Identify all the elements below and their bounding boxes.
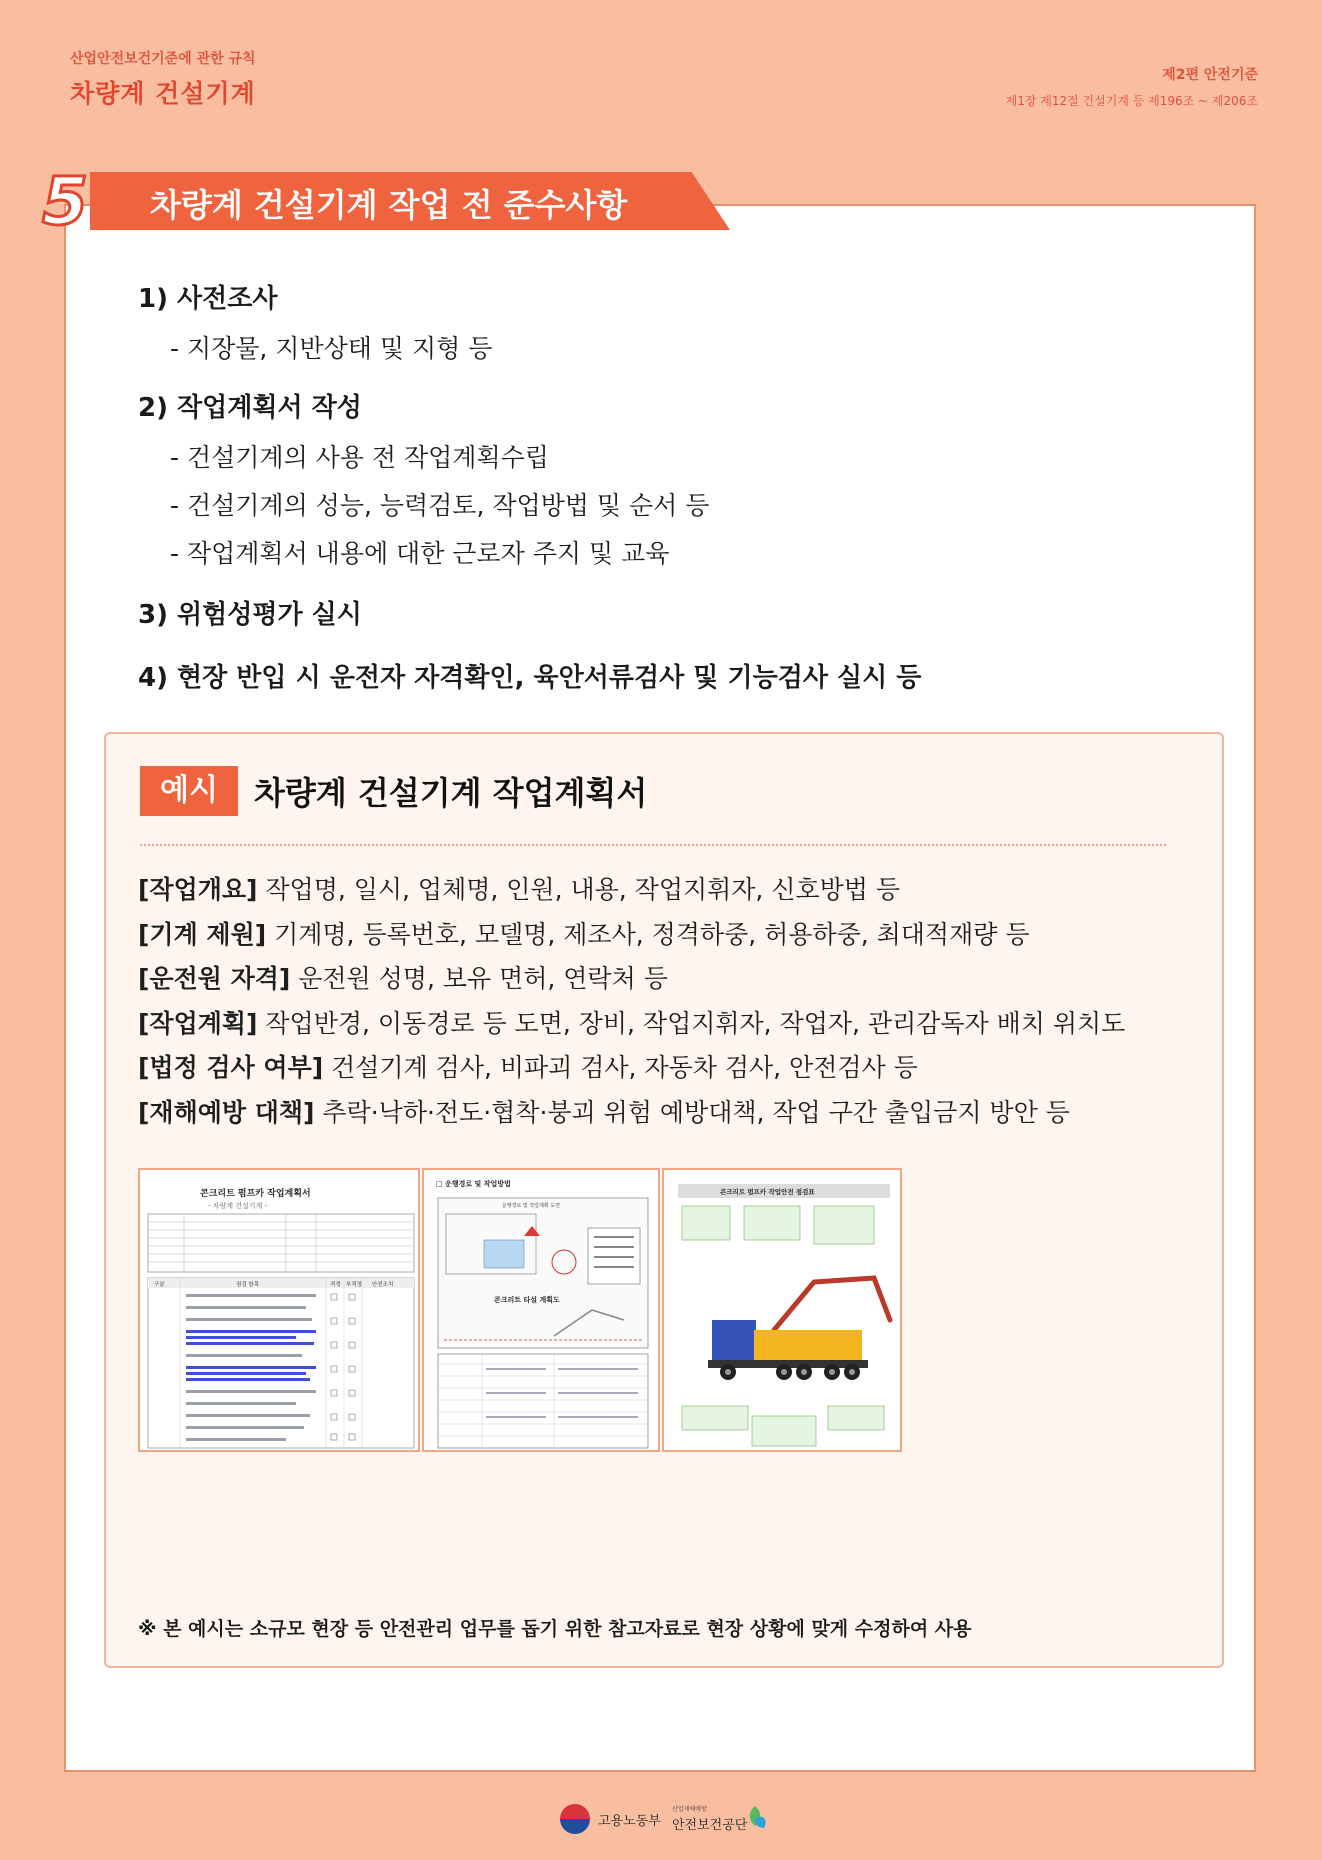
- example-tag: 예시: [140, 766, 238, 816]
- part-title: 제2편 안전기준: [1162, 67, 1258, 83]
- route-thumbnail-graphic: [424, 1170, 660, 1452]
- example-note: ※ 본 예시는 소규모 현장 등 안전관리 업무를 돕기 위한 참고자료로 현장 상황에 맞게 수정하여 사용: [138, 1618, 972, 1640]
- regulation-name: 산업안전보건기준에 관한 규칙: [70, 51, 256, 67]
- running-header-left: [70, 48, 256, 110]
- svg-text:콘크리트 펌프카 작업안전 점검표: 콘크리트 펌프카 작업안전 점검표: [720, 1188, 815, 1196]
- checklist-subitem: - 작업계획서 내용에 대한 근로자 주지 및 교육: [170, 539, 670, 568]
- chapter-topic: 차량계 건설기계: [70, 79, 256, 108]
- checklist-heading: 2) 작업계획서 작성: [138, 393, 362, 423]
- section-heading: [42, 163, 702, 240]
- example-item: [작업개요] 작업명, 일시, 업체명, 인원, 내용, 작업지휘자, 신호방법 등: [138, 875, 901, 904]
- section-number: 5: [42, 163, 88, 240]
- svg-text:적정: 적정: [330, 1282, 341, 1288]
- checklist-subitem: - 건설기계의 성능, 능력검토, 작업방법 및 순서 등: [170, 491, 710, 520]
- running-header-right: [1006, 64, 1258, 109]
- pumpcar-thumbnail: [662, 1168, 902, 1452]
- svg-text:□ 운행경로 및 작업방법: □ 운행경로 및 작업방법: [436, 1180, 511, 1188]
- kosha-tagline: 산업재해예방: [672, 1806, 707, 1813]
- pumpcar-thumbnail-graphic: [664, 1170, 902, 1452]
- example-box: [104, 732, 1224, 1668]
- example-item: [재해예방 대책] 추락·낙하·전도·협착·붕괴 위험 예방대책, 작업 구간 출입금지 방안 등: [138, 1097, 1070, 1127]
- svg-text:운행경로 및 작업계획 도면: 운행경로 및 작업계획 도면: [502, 1203, 560, 1209]
- checklist-heading: 1) 사전조사: [138, 284, 278, 314]
- kosha-logo-text: 안전보건공단: [672, 1818, 748, 1833]
- article-range: 제1장 제12절 건설기계 등 제196조 ~ 제206조: [1005, 94, 1258, 108]
- kosha-leaf-icon: [740, 1804, 770, 1834]
- moel-emblem-icon: [560, 1804, 590, 1834]
- moel-logo-text: 고용노동부: [598, 1814, 661, 1829]
- example-item: [기계 제원] 기계명, 등록번호, 모델명, 제조사, 정격하중, 허용하중, 최대적재량 등: [138, 919, 1030, 949]
- dotted-divider: [140, 844, 1166, 846]
- svg-text:부적정: 부적정: [346, 1282, 362, 1288]
- form-thumbnail-graphic: [140, 1170, 420, 1452]
- section-title: 차량계 건설기계 작업 전 준수사항: [150, 186, 628, 224]
- checklist-heading: 3) 위험성평가 실시: [138, 600, 362, 630]
- checklist: [138, 278, 1238, 694]
- form-subtitle: - 차량계 건설기계 -: [208, 1202, 268, 1210]
- example-title: 차량계 건설기계 작업계획서: [254, 774, 648, 812]
- example-item: [법정 검사 여부] 건설기계 검사, 비파괴 검사, 자동차 검사, 안전검사 등: [138, 1053, 918, 1082]
- checklist-heading: 4) 현장 반입 시 운전자 자격확인, 육안서류검사 및 기능검사 실시 등: [138, 663, 922, 693]
- svg-text:안전조치: 안전조치: [372, 1282, 394, 1288]
- svg-text:구분: 구분: [154, 1282, 165, 1288]
- checklist-subitem: - 지장물, 지반상태 및 지형 등: [170, 334, 493, 363]
- form-title: 콘크리트 펌프카 작업계획서: [200, 1189, 311, 1199]
- svg-text:콘크리트 타설 계획도: 콘크리트 타설 계획도: [494, 1296, 560, 1304]
- example-item: [운전원 자격] 운전원 성명, 보유 면허, 연락처 등: [138, 964, 668, 993]
- example-item-list: [138, 868, 1198, 1135]
- example-item: [작업계획] 작업반경, 이동경로 등 도면, 장비, 작업지휘자, 작업자, 관리감독자 배치 위치도: [138, 1008, 1126, 1038]
- route-thumbnail: [422, 1168, 660, 1452]
- svg-text:점검 항목: 점검 항목: [236, 1282, 260, 1288]
- checklist-subitem: - 건설기계의 사용 전 작업계획수립: [170, 443, 549, 472]
- form-thumbnail: [138, 1168, 420, 1452]
